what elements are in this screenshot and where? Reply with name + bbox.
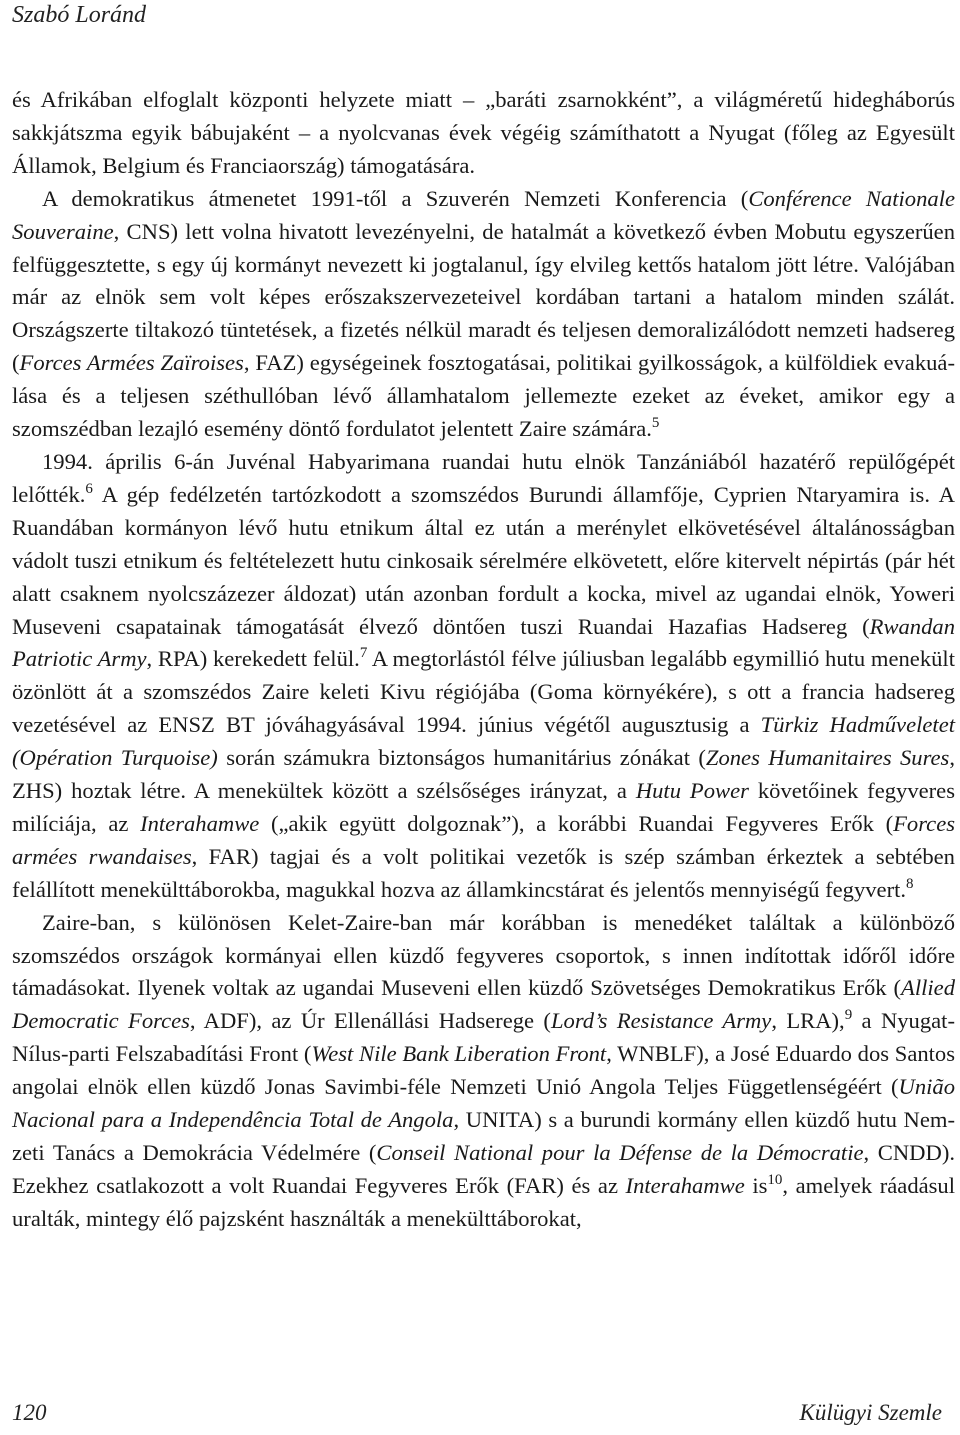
text-run: („akik együtt dolgoznak”), a korábbi Ruandai Fegyveres Erők ( xyxy=(259,810,894,836)
italic-term: West Nile Bank Liberation Front xyxy=(311,1041,607,1067)
text-run: , WNBLF), a José Eduardo dos Santos angolai elnök ellen küzdő Jonas Savimbi-féle Nemzeti Unió Angola Teljes Függetlenségéért ( xyxy=(12,1041,956,1100)
italic-term: Hutu Power xyxy=(635,778,749,804)
text-run: Zaire-ban, s különösen Kelet-Zaire-ban már korábban is menedéket találtak a különböző szomszédos országok kormányai ellen küzdő fegyveres csoportok, s innen indítottak időről időre támadásokat. Ilyenek voltak az ugandai Museveni ellen küzdő Szövetséges Demokratikus Erők ( xyxy=(12,909,955,1001)
italic-term: Conférence Nationale Souveraine xyxy=(12,185,955,244)
italic-term: Interahamwe xyxy=(625,1172,745,1198)
footnote-ref: 9 xyxy=(844,1007,853,1024)
paragraph xyxy=(12,84,955,183)
text-run: , CNDD). Ezekhez csatlakozott a volt Ruandai Fegyveres Erők (FAR) és az xyxy=(12,1140,955,1198)
article-body xyxy=(12,84,955,1236)
italic-term: União Nacional para a Independência Total de Angola xyxy=(12,1074,955,1133)
journal-name: Külügyi Szemle xyxy=(799,1400,942,1425)
text-run: , FAZ) egységeinek fosztogatásai, politikai gyilkosságok, a külföldiek evakuálása és a teljesen széthullóban lévő államhatalom jellemezte ezeket az éveket, amikor egy a szomszédban lezajló esemény döntő fordulatot jelentett Zaire számára. xyxy=(12,350,955,442)
running-head-author: Szabó Loránd xyxy=(12,2,147,28)
footnote-ref: 8 xyxy=(906,875,914,892)
paragraph xyxy=(12,446,955,907)
text-run: a Nyugat-Nílus-parti Felszabadítási Front ( xyxy=(12,1008,955,1067)
text-run: követőinek fegyveres milíciája, az xyxy=(12,778,955,836)
italic-term: Allied Democratic Forces xyxy=(12,975,955,1034)
text-run: , FAR) tagjai és a volt politikai vezetők is szép számban érkeztek a sebtében felállított menekülttáborokba, magukkal hozva az államkincstárat és jelentős mennyiségű fegyvert. xyxy=(12,843,955,902)
page-footer xyxy=(12,1400,942,1426)
italic-term: Conseil National pour la Défense de la Démocratie xyxy=(376,1140,864,1165)
text-run: , RPA) kerekedett felül. xyxy=(146,646,360,672)
text-run: , amelyek ráadásul uralták, mintegy élő pajzsként használták a menekülttáborokat, xyxy=(12,1172,956,1231)
text-run: , ADF), az Úr Ellenállási Hadserege ( xyxy=(189,1008,551,1034)
footnote-ref: 6 xyxy=(85,480,93,497)
text-run: is xyxy=(744,1172,768,1198)
text-run: , LRA), xyxy=(771,1008,845,1034)
italic-term: Lord’s Resistance Army xyxy=(550,1008,772,1034)
text-run: és Afrikában elfoglalt központi helyzete miatt – „baráti zsarnokként”, a világméretű hidegháborús sakkjátszma egyik bábujaként – a nyolcvanas évek végéig számíthatott a Nyugat (főleg az Egyesült Államok, Belgium és Franciaország) támogatására. xyxy=(12,87,955,178)
footnote-ref: 10 xyxy=(767,1171,783,1188)
text-run: során számukra biztonságos humanitárius zónákat ( xyxy=(217,745,706,771)
text-run: , UNITA) s a burundi kormány ellen küzdő hutu Nemzeti Tanács a Demokrácia Védelmére ( xyxy=(12,1107,956,1165)
italic-term: Zones Humanitaires Sures xyxy=(705,745,950,771)
page-number: 120 xyxy=(12,1400,47,1425)
text-run: , CNS) lett volna hivatott levezényelni, de hatalmát a következő évben Mobutu egyszerűen felfüggesztette, s egy új kormányt nevezett ki jogtalanul, így elvileg kettős hatalom jött létre. Valójában már az elnök sem volt képes erőszakszervezeteivel kordában tartani a hatalom minden szálát. Országszerte tiltakozó tüntetések, a fizetés nélkül maradt és teljesen demoralizálódott nemzeti hadsereg ( xyxy=(12,218,955,376)
text-run: A demokratikus átmenetet 1991-től a Szuverén Nemzeti Konferencia ( xyxy=(42,185,749,211)
italic-term: Interahamwe xyxy=(140,810,260,836)
italic-term: Forces Armées Zaïroises xyxy=(19,350,244,376)
text-run: A gép fedélzetén tartózkodott a szomszédos Burundi államfője, Cyprien Ntaryamira is. A Ruandában kormányon lévő hutu etnikum által ez után a merénylet elkövetésével általánosságban vádolt tuszi etnikum és feltételezett hutu cinkosaik sérelmére elkövetett, előre kitervelt népirtás (pár hét alatt csaknem nyolcszázezer áldozat) után azonban fordult a kocka, mivel az ugandai elnök, Yoweri Museveni csapatainak támogatását élvező döntően tuszi Ruandai Hazafias Hadsereg ( xyxy=(12,481,955,639)
paragraph xyxy=(12,907,955,1236)
footnote-ref: 5 xyxy=(651,415,660,432)
footnote-ref: 7 xyxy=(359,645,368,662)
italic-term: Forces armées rwandaises xyxy=(12,810,956,869)
italic-term: Rwandan Patriotic Army xyxy=(12,613,955,672)
text-run: A megtorlástól félve júliusban legalább egymillió hutu menekült özönlött át a szomszédos Zaire keleti Kivu régiójába (Goma környékére), s ott a francia hadsereg vezetésével az ENSZ BT jóváhagyásával 1994. június végétől augusztusig a xyxy=(12,646,955,738)
paragraph xyxy=(12,183,955,446)
text-run: , ZHS) hoztak létre. A menekültek között a szélsőséges irányzat, a xyxy=(12,745,956,804)
italic-term: Türkiz Hadműveletet (Opération Turquoise) xyxy=(12,712,955,771)
text-run: 1994. április 6-án Juvénal Habyarimana ruandai hutu elnök Tanzániából hazatérő repülőgépét lelőtték. xyxy=(12,448,955,507)
